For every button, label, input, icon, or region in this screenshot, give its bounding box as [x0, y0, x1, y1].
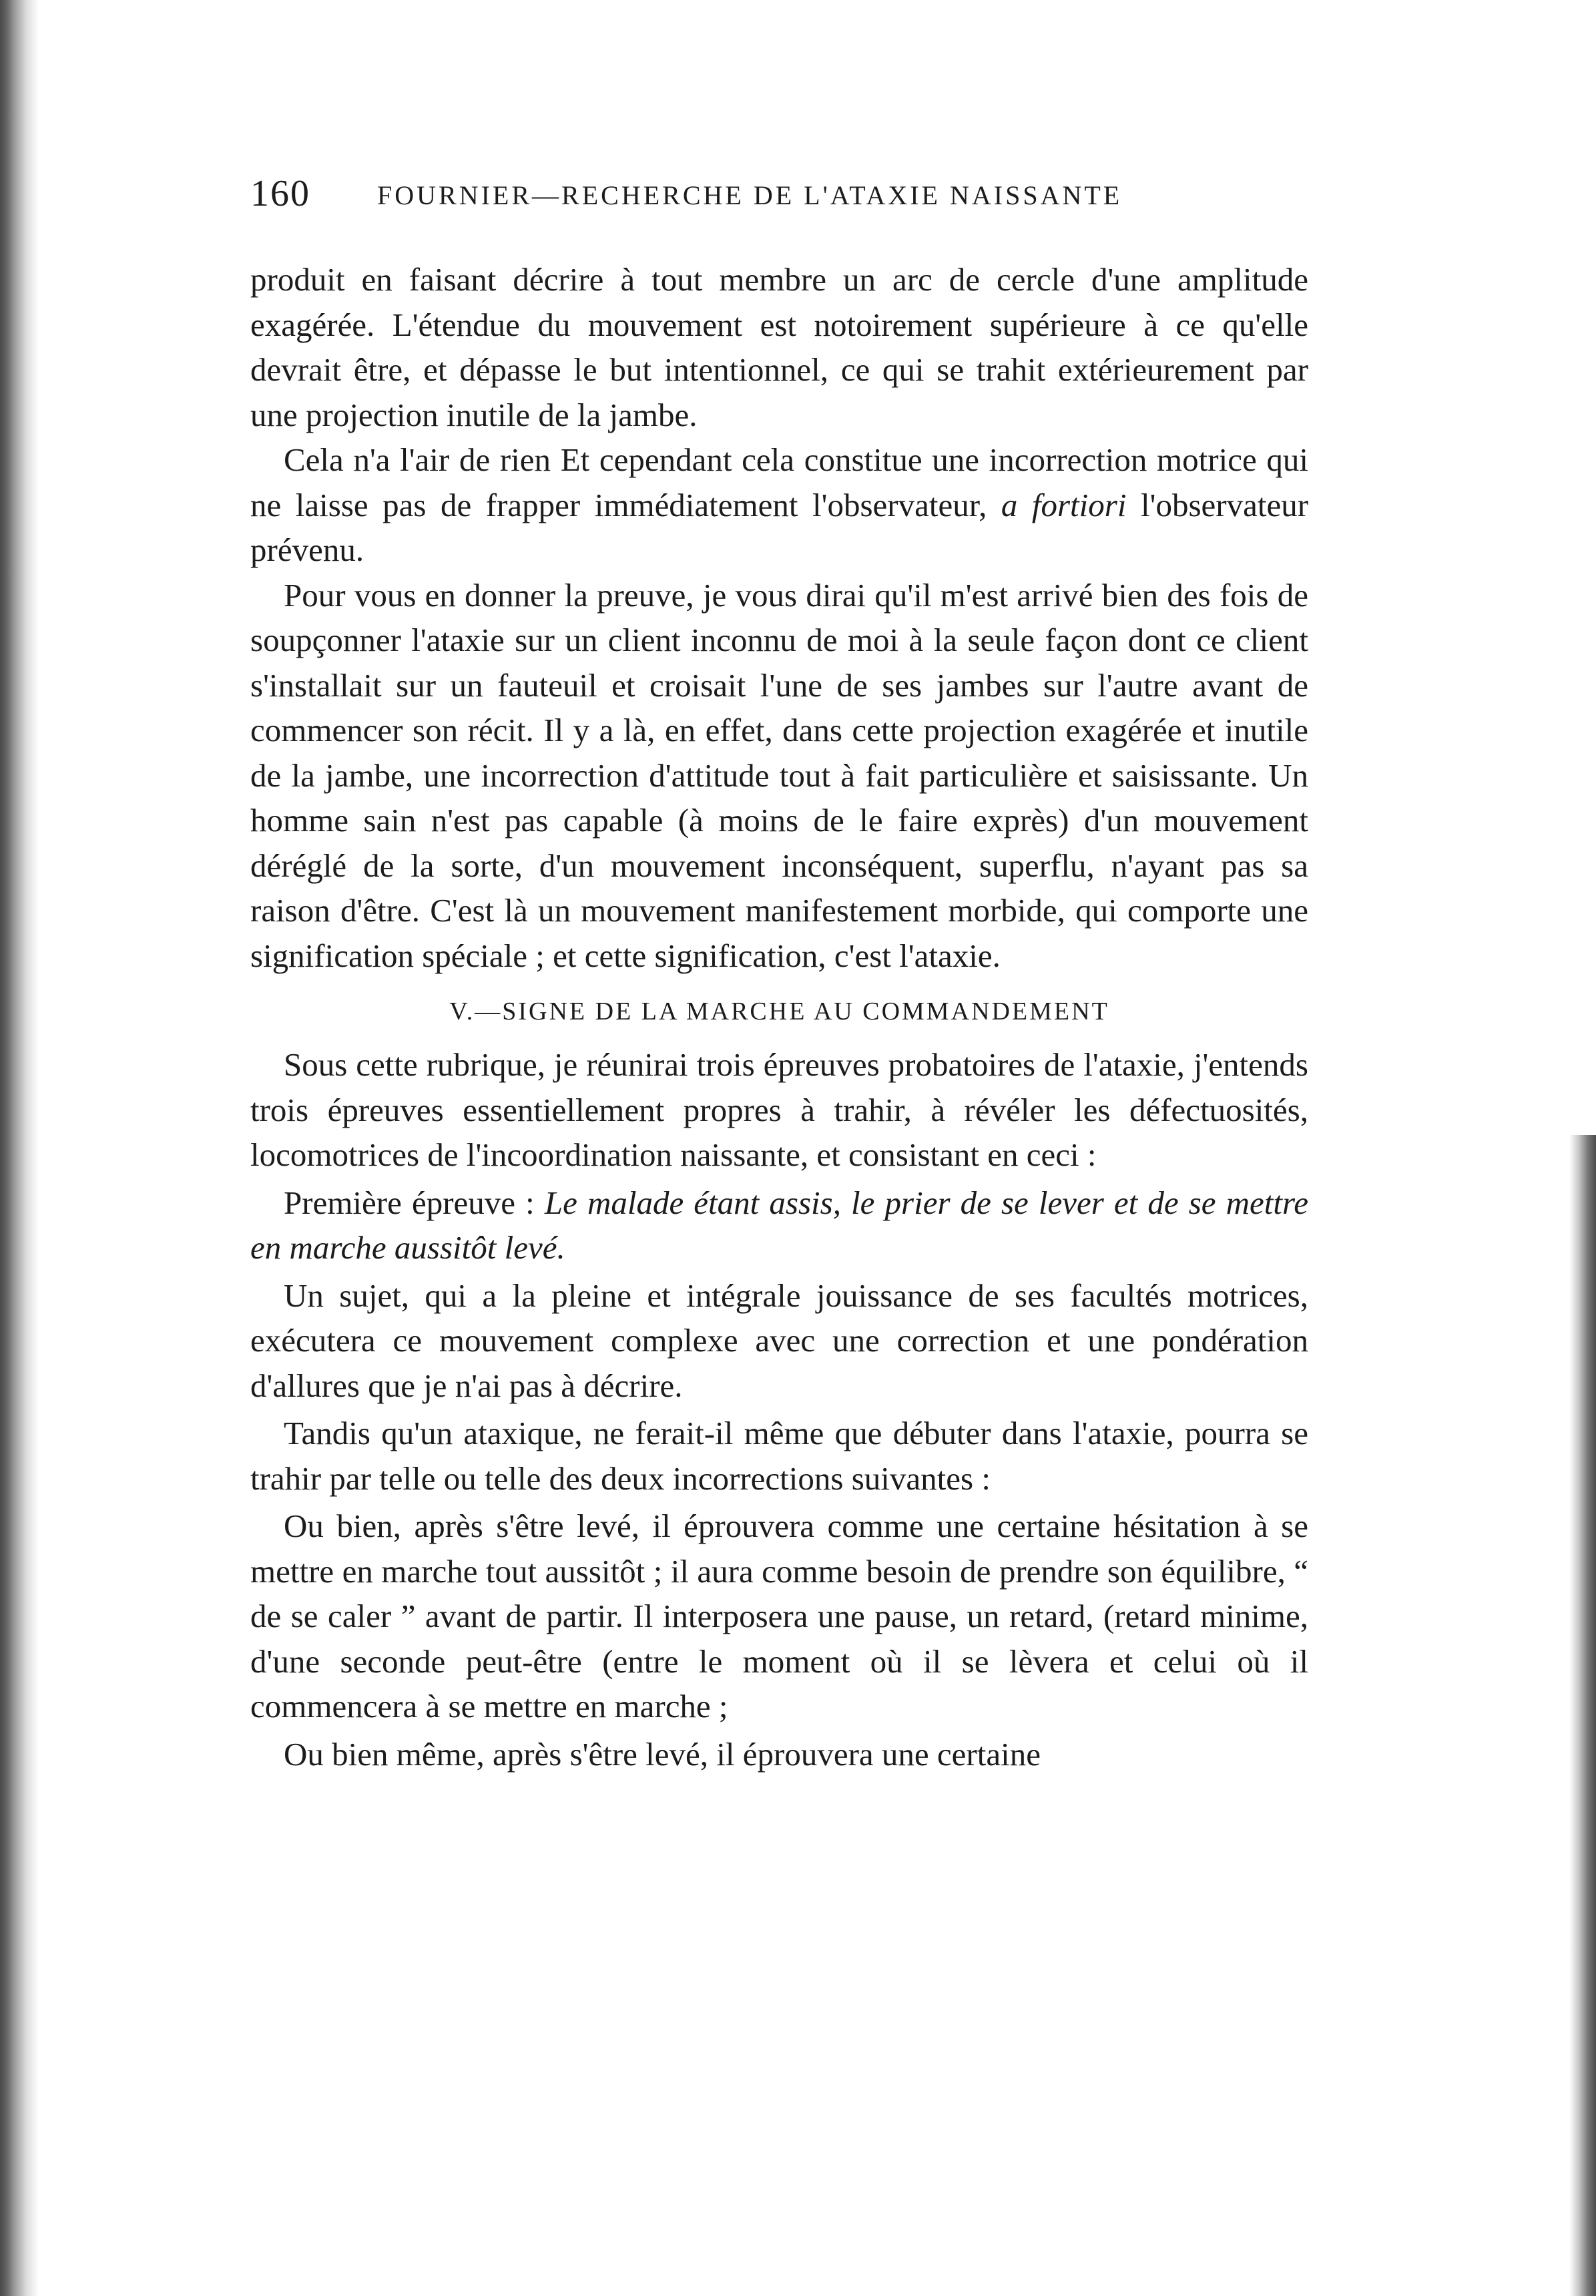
section-heading: V.—SIGNE DE LA MARCHE AU COMMANDEMENT	[449, 997, 1109, 1025]
paragraph: Ou bien même, après s'être levé, il éprouvera une certaine	[284, 1735, 1041, 1773]
binding-shadow	[0, 0, 39, 2296]
paragraph-text: Cela n'a l'air de rien Et cependant cela constitue une incorrection motrice qui ne laisse pas de frapper immédiatement l'observateur,	[250, 441, 1308, 523]
paragraph: Ou bien, après s'être levé, il éprouvera comme une certaine hésitation à se mettre en marche tout aussitôt ; il aura comme besoin de prendre son équilibre, “ de se caler ” avant de partir. Il interposera une pause, un retard, (retard minime, d'une seconde peut-être (entre le moment où il se lèvera et celui où il commencera à se mettre en marche ;	[250, 1508, 1308, 1725]
paragraph	[250, 1180, 1308, 1271]
page-edge-shadow	[1569, 1135, 1596, 2296]
paragraph	[250, 437, 1308, 573]
page-header	[250, 170, 1332, 217]
paragraph-continued: produit en faisant décrire à tout membre un arc de cercle d'une amplitude exagérée. L'étendue du mouvement est notoirement supérieure à ce qu'elle devrait être, et dépasse le but intentionnel, ce qui se trahit extérieurement par une projection inutile de la jambe.	[250, 261, 1308, 433]
paragraph: Un sujet, qui a la pleine et intégrale jouissance de ses facultés motrices, exécutera ce mouvement complexe avec une correction et une pondération d'allures que je n'ai pas à décrire.	[250, 1277, 1308, 1404]
paragraph: Tandis qu'un ataxique, ne ferait-il même que débuter dans l'ataxie, pourra se trahir par telle ou telle des deux incorrections suivantes :	[250, 1415, 1308, 1497]
italic-instruction: Le malade étant assis, le prier de se lever et de se mettre en marche aussitôt levé.	[250, 1184, 1309, 1266]
paragraph-text: l'observateur prévenu.	[250, 486, 1309, 568]
italic-phrase: a fortiori	[1001, 486, 1127, 523]
paragraph-text: Première épreuve :	[284, 1184, 535, 1221]
paragraph: Sous cette rubrique, je réunirai trois épreuves probatoires de l'ataxie, j'entends trois épreuves essentiellement propres à trahir, à révéler les défectuosités, locomotrices de l'incoordination naissante, et consistant en ceci :	[250, 1046, 1308, 1173]
running-head: FOURNIER—RECHERCHE DE L'ATAXIE NAISSANTE	[377, 180, 1123, 210]
paragraph: Pour vous en donner la preuve, je vous dirai qu'il m'est arrivé bien des fois de soupçonner l'ataxie sur un client inconnu de moi à la seule façon dont ce client s'installait sur un fauteuil et croisait l'une de ses jambes sur l'autre avant de commencer son récit. Il y a là, en effet, dans cette projection exagérée et inutile de la jambe, une incorrection d'attitude tout à fait particulière et saisissante. Un homme sain n'est pas capable (à moins de le faire exprès) d'un mouvement déréglé de la sorte, d'un mouvement inconséquent, superflu, n'ayant pas sa raison d'être. C'est là un mouvement manifestement morbide, qui comporte une signification spéciale ; et cette signification, c'est l'ataxie.	[250, 576, 1308, 974]
page-number: 160	[250, 173, 310, 214]
body-text	[250, 257, 1308, 1777]
